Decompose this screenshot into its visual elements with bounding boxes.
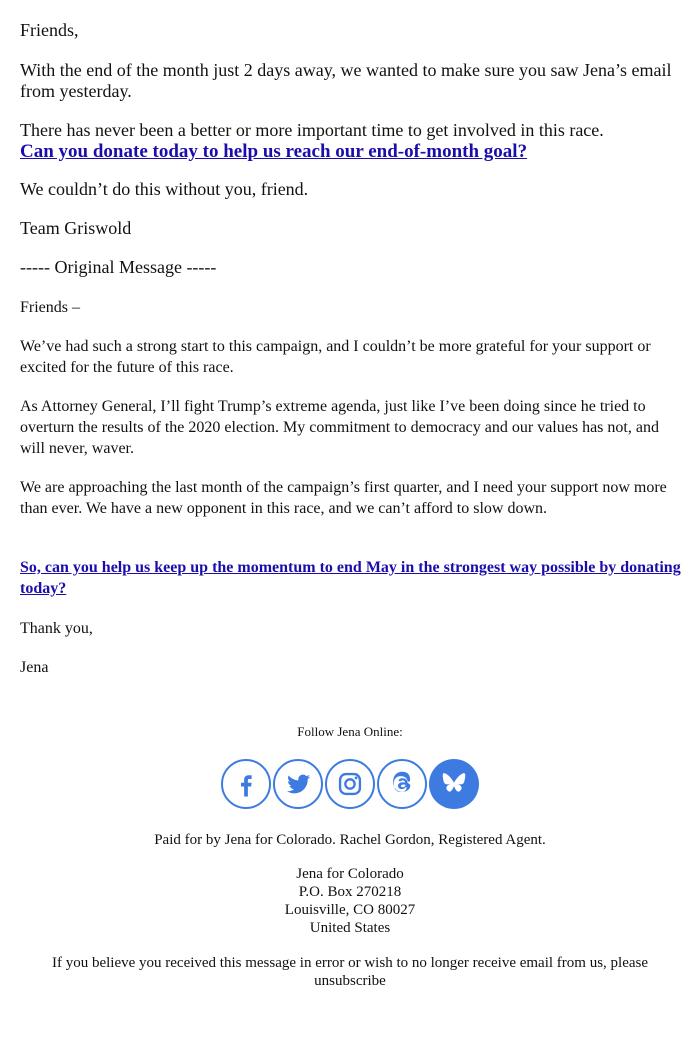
donate-link-secondary-wrap bbox=[20, 557, 685, 599]
donate-link-primary[interactable]: Can you donate today to help us reach our end-of-month goal? bbox=[20, 141, 528, 162]
twitter-icon[interactable] bbox=[273, 759, 323, 809]
paragraph-involved-text: There has never been a better or more important time to get involved in this race. bbox=[20, 120, 604, 140]
address-po: P.O. Box 270218 bbox=[298, 884, 402, 900]
threads-icon[interactable] bbox=[377, 759, 427, 809]
unsubscribe-notice bbox=[20, 954, 680, 990]
closing-name: Jena bbox=[20, 659, 49, 676]
bluesky-icon[interactable] bbox=[429, 759, 479, 809]
facebook-icon[interactable] bbox=[221, 759, 271, 809]
paragraph-intro: With the end of the month just 2 days away, we wanted to make sure you saw Jena’s email from yesterday. bbox=[20, 60, 672, 101]
address-name: Jena for Colorado bbox=[296, 866, 404, 882]
original-message-header: ----- Original Message ----- bbox=[20, 257, 217, 277]
original-paragraph-3: We are approaching the last month of the campaign’s first quarter, and I need your support now more than ever. We have a new opponent in this race, and we can’t afford to slow down. bbox=[20, 479, 667, 517]
donate-link-secondary[interactable]: So, can you help us keep up the momentum to end May in the strongest way possible by donating today? bbox=[20, 559, 681, 597]
paragraph-involved bbox=[20, 120, 690, 162]
closing-thanks: Thank you, bbox=[20, 620, 93, 637]
original-paragraph-2: As Attorney General, I’ll fight Trump’s extreme agenda, just like I’ve been doing since he tried to overturn the results of the 2020 election. My commitment to democracy and our values has not, and will never, waver. bbox=[20, 398, 659, 457]
social-links bbox=[0, 759, 700, 811]
follow-label: Follow Jena Online: bbox=[297, 724, 403, 739]
original-greeting: Friends – bbox=[20, 299, 80, 316]
address-block bbox=[0, 865, 700, 937]
unsubscribe-link[interactable]: unsubscribe bbox=[314, 973, 386, 989]
original-paragraph-1: We’ve had such a strong start to this campaign, and I couldn’t be more grateful for your support or excited for the future of this race. bbox=[20, 338, 651, 376]
address-city: Louisville, CO 80027 bbox=[284, 902, 416, 918]
paragraph-thanks-friend: We couldn’t do this without you, friend. bbox=[20, 179, 309, 199]
greeting: Friends, bbox=[20, 20, 79, 40]
unsubscribe-text: If you believe you received this message in error or wish to no longer receive email from us, please bbox=[51, 955, 649, 971]
signoff-team: Team Griswold bbox=[20, 218, 132, 238]
address-country: United States bbox=[309, 920, 391, 936]
paid-for-disclaimer: Paid for by Jena for Colorado. Rachel Gordon, Registered Agent. bbox=[154, 832, 546, 848]
instagram-icon[interactable] bbox=[325, 759, 375, 809]
